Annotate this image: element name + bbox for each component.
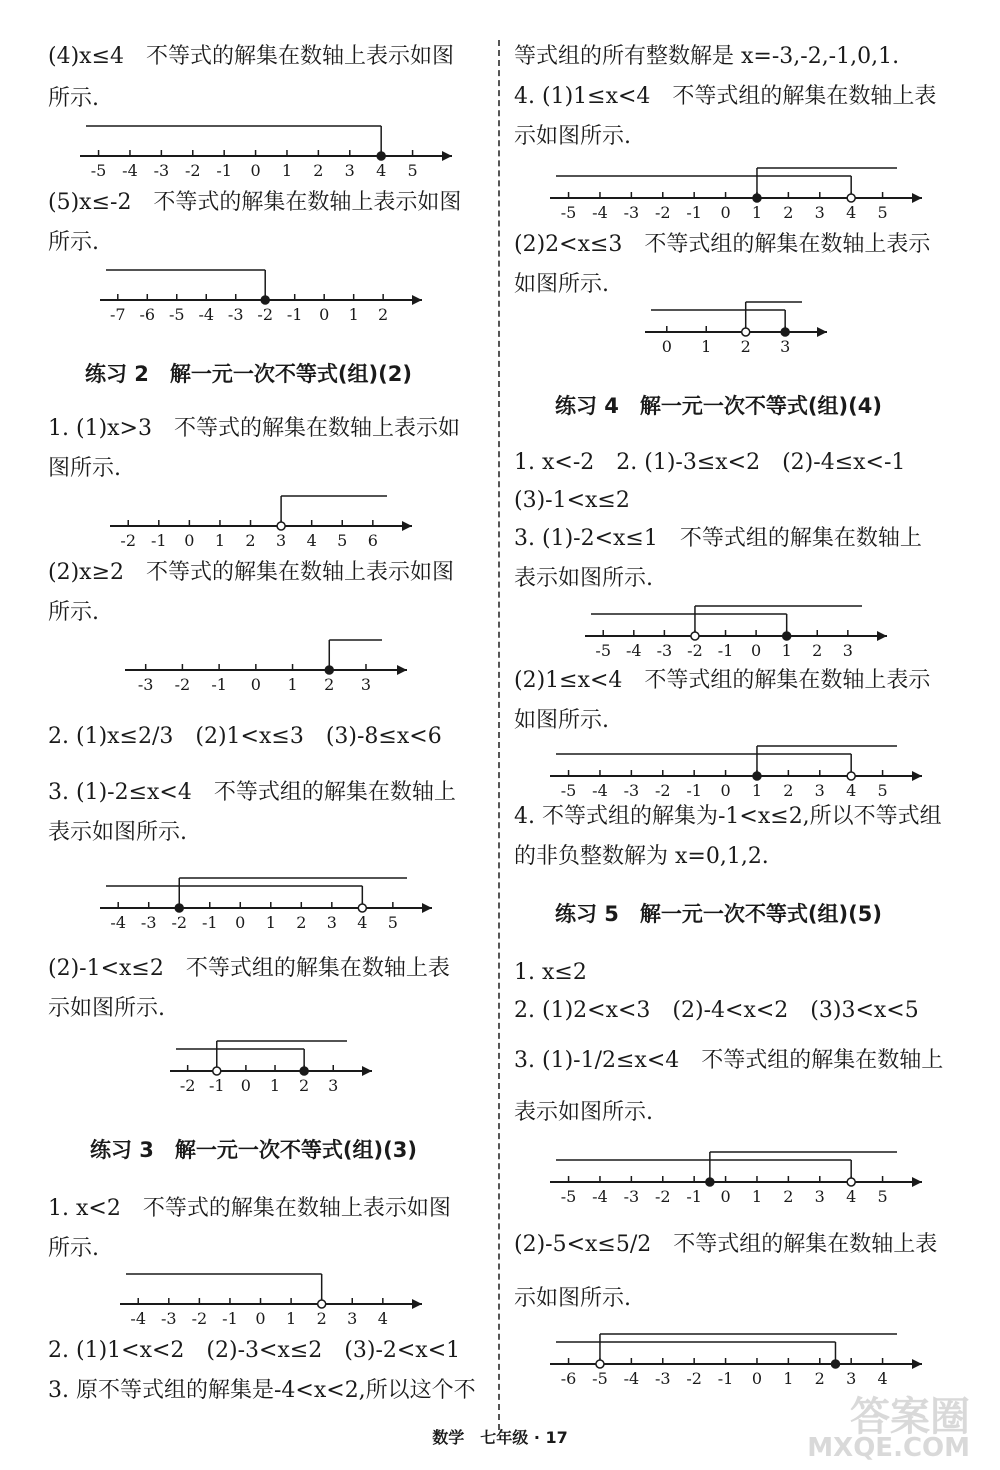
text-line: (3)-1<x≤2 [514,488,630,513]
tick-label: 2 [299,1076,310,1095]
tick-label: -4 [623,1369,640,1388]
tick-label: -4 [198,305,215,324]
tick-label: 4 [377,1309,388,1328]
tick-label: -1 [686,1187,702,1206]
closed-point [753,194,761,202]
number-line [115,632,415,702]
tick-label: -2 [171,913,188,932]
tick-label: -5 [168,305,185,324]
tick-label: -3 [654,1369,671,1388]
tick-label: -4 [592,1187,608,1206]
axis-arrow [397,665,407,675]
tick-label: 0 [720,781,731,800]
tick-label: 0 [184,531,195,550]
closed-point [831,1360,839,1368]
tick-label: 1 [348,305,359,324]
open-point [847,772,855,780]
tick-label: -6 [139,305,156,324]
tick-label: 1 [214,531,226,550]
number-line [90,262,430,332]
tick-label: 3 [814,1187,825,1206]
text-line: 1. (1)x>3 不等式的解集在数轴上表示如 [48,416,460,441]
text-line: 表示如图所示. [48,820,187,845]
axis-arrow [877,631,887,641]
text-line: 3. (1)-2<x≤1 不等式组的解集在数轴上 [514,526,922,551]
tick-label: 4 [376,161,387,180]
tick-label: 4 [357,913,368,932]
watermark-text: 答案圈 [850,1394,970,1440]
text-line: 示如图所示. [514,124,631,149]
number-line [160,1028,380,1103]
number-line [575,598,895,668]
text-line: (2)-1<x≤2 不等式组的解集在数轴上表 [48,956,450,981]
closed-point [175,904,183,912]
text-line: (2)1≤x<4 不等式组的解集在数轴上表示 [514,668,931,693]
text-line: 所示. [48,230,99,255]
watermark-url: MXQE.COM [807,1433,970,1463]
text-line: 1. x<2 不等式的解集在数轴上表示如图 [48,1196,451,1221]
axis-arrow [412,295,422,305]
axis-arrow [402,521,412,531]
axis-arrow [912,193,922,203]
tick-label: -3 [623,1187,640,1206]
tick-label: 2 [296,913,307,932]
text-line: 1. x≤2 [514,960,587,985]
tick-label: -7 [109,305,126,324]
tick-label: -2 [654,1187,671,1206]
tick-label: 0 [720,1187,731,1206]
text-line: 的非负整数解为 x=0,1,2. [514,844,769,869]
closed-point [706,1178,714,1186]
tick-label: 1 [701,337,712,356]
tick-label: 0 [235,913,246,932]
open-point [847,194,855,202]
axis-arrow [442,151,452,161]
tick-label: -2 [654,203,671,222]
tick-label: -3 [161,1309,177,1328]
number-line [540,1134,930,1214]
number-line [540,150,930,230]
text-line: 3. (1)-1/2≤x<4 不等式组的解集在数轴上 [514,1048,944,1073]
number-line [635,304,835,364]
tick-label: 0 [240,1076,251,1095]
tick-label: 5 [407,161,418,180]
tick-label: 0 [751,1369,763,1388]
tick-label: -2 [174,675,191,694]
tick-label: 2 [814,1369,825,1388]
tick-label: -6 [560,1369,577,1388]
text-line: 示如图所示. [514,1286,631,1311]
tick-label: 0 [751,641,762,660]
tick-label: 4 [846,203,857,222]
tick-label: 5 [877,1187,888,1206]
tick-label: -1 [151,531,167,550]
tick-label: -2 [184,161,201,180]
tick-label: 5 [337,531,348,550]
closed-point [753,772,761,780]
text-line: (2)x≥2 不等式的解集在数轴上表示如图 [48,560,455,585]
tick-label: -5 [90,161,107,180]
tick-label: 2 [245,531,256,550]
tick-label: 1 [287,675,298,694]
section-heading: 练习 4 解一元一次不等式(组)(4) [555,394,882,418]
tick-label: -2 [179,1076,196,1095]
axis-arrow [412,1299,422,1309]
tick-label: 4 [846,781,857,800]
tick-label: -3 [656,641,673,660]
tick-label: 1 [751,781,763,800]
tick-label: -5 [560,1187,577,1206]
tick-label: -1 [286,305,303,324]
closed-point [781,328,789,336]
text-line: 2. (1)2<x<3 (2)-4<x<2 (3)3<x<5 [514,998,919,1023]
axis-arrow [817,327,827,337]
tick-label: -1 [717,641,734,660]
number-line [540,738,930,808]
tick-label: 0 [319,305,330,324]
text-line: (2)2<x≤3 不等式组的解集在数轴上表示 [514,232,931,257]
tick-label: -4 [130,1309,147,1328]
tick-label: 4 [306,531,317,550]
tick-label: 3 [814,781,825,800]
tick-label: 3 [846,1369,857,1388]
tick-label: 5 [387,913,398,932]
tick-label: 2 [783,781,794,800]
open-point [742,328,750,336]
tick-label: 2 [740,337,751,356]
tick-label: -1 [686,781,702,800]
tick-label: -4 [110,913,127,932]
tick-label: 6 [367,531,378,550]
tick-label: -2 [686,1369,702,1388]
closed-point [261,296,269,304]
text-line: 图所示. [48,456,121,481]
tick-label: -5 [595,641,612,660]
tick-label: -1 [216,161,232,180]
tick-label: 3 [842,641,853,660]
tick-label: -5 [592,1369,608,1388]
text-line: 3. (1)-2≤x<4 不等式组的解集在数轴上 [48,780,456,805]
tick-label: -1 [201,913,218,932]
tick-label: -5 [560,781,577,800]
tick-label: 2 [783,203,794,222]
text-line: (2)-5<x≤5/2 不等式组的解集在数轴上表 [514,1232,938,1257]
open-point [318,1300,326,1308]
number-line [110,1266,430,1336]
open-point [847,1178,855,1186]
tick-label: 3 [328,1076,339,1095]
tick-label: -3 [137,675,154,694]
text-line: (4)x≤4 不等式的解集在数轴上表示如图 [48,44,455,69]
section-heading: 练习 2 解一元一次不等式(组)(2) [85,362,412,386]
text-line: 表示如图所示. [514,566,653,591]
tick-label: -2 [191,1309,208,1328]
text-line: 如图所示. [514,272,609,297]
tick-label: 3 [360,675,372,694]
text-line: 4. (1)1≤x<4 不等式组的解集在数轴上表 [514,84,937,109]
tick-label: 4 [846,1187,857,1206]
text-line: 所示. [48,600,99,625]
tick-label: 1 [783,1369,794,1388]
tick-label: -3 [623,781,640,800]
tick-label: -3 [227,305,244,324]
text-line: 如图所示. [514,708,609,733]
tick-label: 3 [326,913,337,932]
tick-label: 2 [812,641,823,660]
tick-label: 2 [783,1187,794,1206]
tick-label: 3 [814,203,825,222]
tick-label: 4 [877,1369,888,1388]
tick-label: -2 [687,641,703,660]
tick-label: -1 [211,675,227,694]
tick-label: -2 [654,781,671,800]
tick-label: -4 [122,161,138,180]
number-line [540,1316,930,1396]
tick-label: -3 [623,203,640,222]
tick-label: -3 [140,913,157,932]
axis-arrow [422,903,432,913]
text-line: 2. (1)x≤2/3 (2)1<x≤3 (3)-8≤x<6 [48,724,442,749]
text-line: 4. 不等式组的解集为-1<x≤2,所以不等式组 [514,804,942,829]
tick-label: 1 [286,1309,297,1328]
tick-label: -1 [686,203,702,222]
tick-label: 2 [378,305,389,324]
tick-label: -4 [592,203,608,222]
tick-label: -2 [120,531,137,550]
text-line: 表示如图所示. [514,1100,653,1125]
tick-label: 3 [276,531,287,550]
tick-label: 2 [316,1309,327,1328]
tick-label: 0 [250,161,261,180]
tick-label: 5 [877,203,888,222]
tick-label: -1 [717,1369,734,1388]
tick-label: -3 [153,161,170,180]
text-line: (5)x≤-2 不等式的解集在数轴上表示如图 [48,190,462,215]
tick-label: 2 [324,675,335,694]
open-point [277,522,285,530]
text-line: 2. (1)1<x<2 (2)-3<x≤2 (3)-2<x<1 [48,1338,461,1363]
tick-label: 3 [344,161,355,180]
tick-label: -5 [560,203,577,222]
closed-point [300,1067,308,1075]
axis-arrow [912,1359,922,1369]
open-point [691,632,699,640]
axis-arrow [912,1177,922,1187]
section-heading: 练习 3 解一元一次不等式(组)(3) [90,1138,417,1162]
closed-point [325,666,333,674]
open-point [358,904,366,912]
number-line [90,860,440,940]
tick-label: 1 [265,913,276,932]
axis-arrow [912,771,922,781]
tick-label: 1 [751,203,763,222]
tick-label: -4 [592,781,608,800]
axis-arrow [362,1066,372,1076]
text-line: 所示. [48,86,99,111]
tick-label: 5 [877,781,888,800]
tick-label: 0 [250,675,261,694]
tick-label: -1 [222,1309,238,1328]
open-point [213,1067,221,1075]
tick-label: -4 [626,641,642,660]
tick-label: 0 [720,203,731,222]
tick-label: 1 [281,161,293,180]
tick-label: 1 [269,1076,281,1095]
text-line: 1. x<-2 2. (1)-3≤x<2 (2)-4≤x<-1 [514,450,906,475]
open-point [596,1360,604,1368]
text-line: 所示. [48,1236,99,1261]
tick-label: 3 [780,337,791,356]
text-line: 等式组的所有整数解是 x=-3,-2,-1,0,1. [514,44,900,69]
number-line [100,488,420,558]
text-line: 示如图所示. [48,996,165,1021]
page-footer: 数学 七年级 · 17 [432,1428,568,1447]
tick-label: 0 [661,337,672,356]
tick-label: 3 [347,1309,358,1328]
closed-point [783,632,791,640]
watermark [780,1385,980,1465]
column-divider [498,40,500,1430]
tick-label: 2 [313,161,324,180]
tick-label: -2 [257,305,274,324]
tick-label: 1 [751,1187,763,1206]
section-heading: 练习 5 解一元一次不等式(组)(5) [555,902,882,926]
closed-point [377,152,385,160]
tick-label: -1 [208,1076,225,1095]
text-line: 3. 原不等式组的解集是-4<x<2,所以这个不 [48,1378,476,1403]
tick-label: 0 [255,1309,266,1328]
number-line [70,118,460,188]
tick-label: 1 [781,641,792,660]
